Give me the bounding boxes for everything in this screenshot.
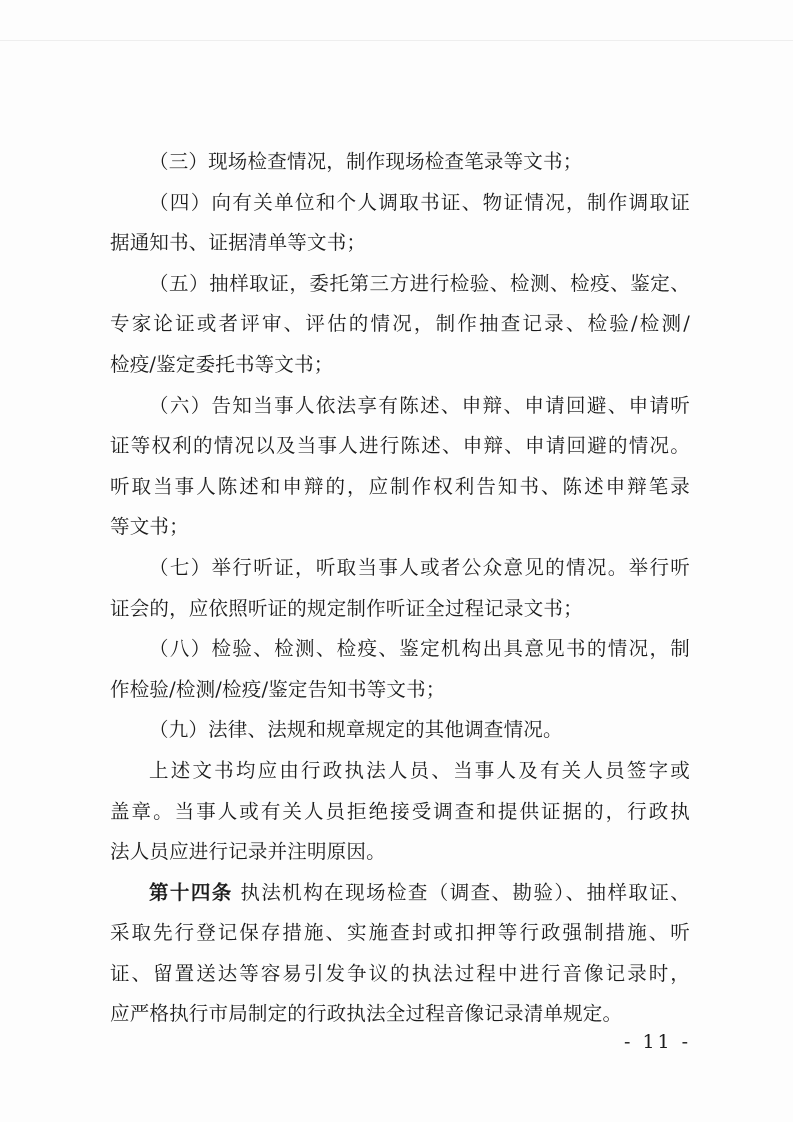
paragraph-5-line-1: （七）举行听证，听取当事人或者公众意见的情况。举行听: [149, 555, 690, 579]
paragraph-4-line-3: 听取当事人陈述和申辩的，应制作权利告知书、陈述申辩笔录: [110, 474, 690, 498]
article-14-line-4: 应严格执行市局制定的行政执法全过程音像记录清单规定。: [110, 1002, 623, 1026]
article-14-line-1: [110, 873, 690, 914]
article-14-line-3: 证、留置送达等容易引发争议的执法过程中进行音像记录时，: [110, 961, 690, 985]
paragraph-4-line-2: 证等权利的情况以及当事人进行陈述、申辩、申请回避的情况。: [110, 434, 690, 458]
paragraph-2-line-1: （四）向有关单位和个人调取书证、物证情况，制作调取证: [149, 190, 690, 214]
paragraph-5-line-2: 证会的，应依照听证的规定制作听证全过程记录文书；: [110, 596, 583, 620]
paragraph-8-line-2: 盖章。当事人或有关人员拒绝接受调查和提供证据的，行政执: [110, 799, 690, 823]
paragraph-7-line-1: （九）法律、法规和规章规定的其他调查情况。: [149, 718, 563, 742]
paragraph-2-line-2: 据通知书、证据清单等文书；: [110, 231, 367, 255]
article-14-line-1-text: 执法机构在现场检查（调查、勘验）、抽样取证、: [240, 880, 690, 904]
paragraph-4-line-1: （六）告知当事人依法享有陈述、申辩、申请回避、申请听: [149, 393, 690, 417]
paragraph-6-line-1: （八）检验、检测、检疫、鉴定机构出具意见书的情况，制: [149, 637, 690, 661]
top-divider: [0, 40, 793, 41]
paragraph-8-line-3: 法人员应进行记录并注明原因。: [110, 840, 386, 864]
paragraph-1-line-1: （三）现场检查情况，制作现场检查笔录等文书；: [149, 150, 583, 173]
page-number: - 11 -: [624, 1031, 692, 1053]
paragraph-3-line-2: 专家论证或者评审、评估的情况，制作抽查记录、检验/检测/: [110, 312, 690, 336]
paragraph-8-line-1: 上述文书均应由行政执法人员、当事人及有关人员签字或: [149, 758, 690, 782]
article-14-line-2: 采取先行登记保存措施、实施查封或扣押等行政强制措施、听: [110, 921, 690, 945]
article-14-label: 第十四条: [149, 880, 233, 904]
document-body: [110, 142, 690, 1035]
paragraph-4-line-4: 等文书；: [110, 515, 189, 539]
paragraph-3-line-1: （五）抽样取证，委托第三方进行检验、检测、检疫、鉴定、: [149, 271, 690, 295]
paragraph-3-line-3: 检疫/鉴定委托书等文书；: [110, 352, 334, 376]
paragraph-6-line-2: 作检验/检测/检疫/鉴定告知书等文书；: [110, 677, 446, 701]
